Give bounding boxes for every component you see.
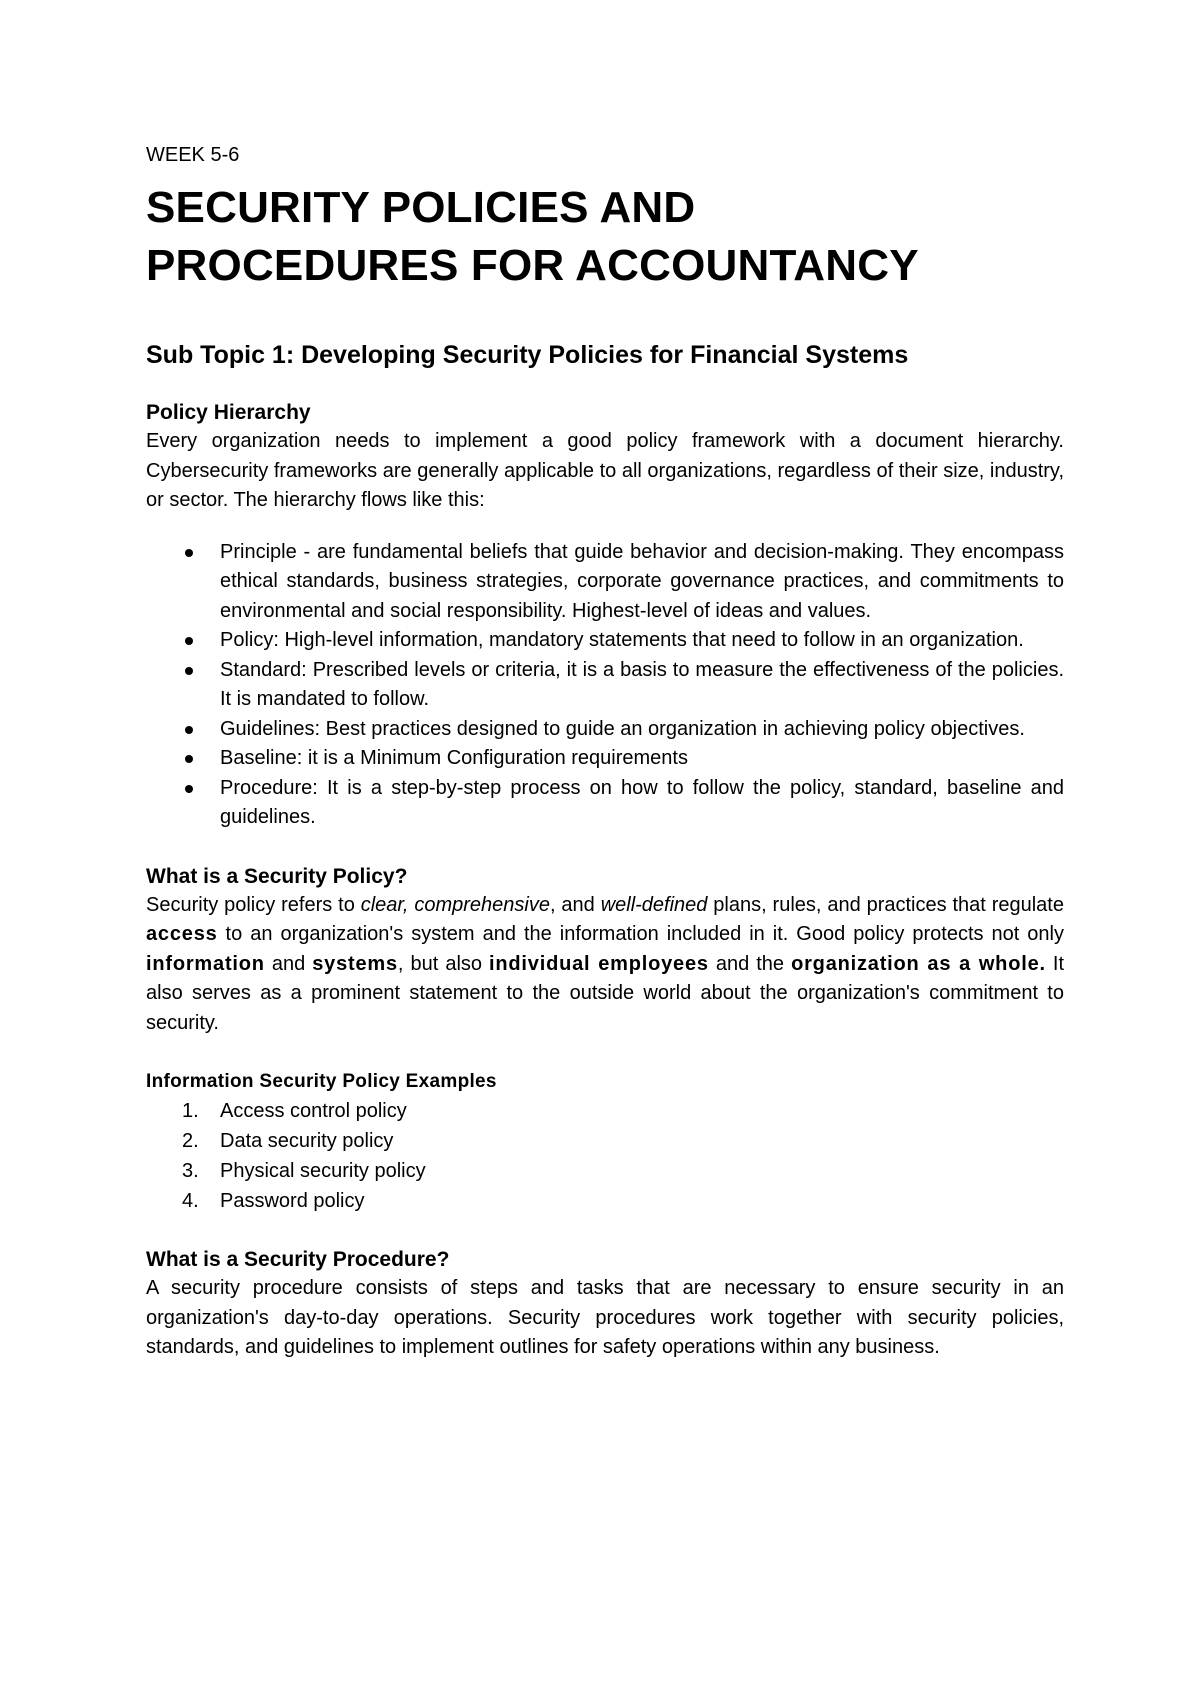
policy-hierarchy-section — [146, 399, 1064, 833]
list-item: Policy: High-level information, mandatory statements that need to follow in an organization. — [146, 626, 1064, 656]
list-item: 3. Physical security policy — [182, 1160, 426, 1182]
policy-examples-list — [146, 1096, 1064, 1216]
security-policy-body: Security policy refers to clear, comprehensive, and well-defined plans, rules, and practices that regulate access to an organization's system and the information included in it. Good policy protects not only information and systems, but also individual employees and the organization as a whole. It also serves as a prominent statement to the outside world about the organization's commitment to security. — [146, 893, 1065, 1034]
bullet-icon — [185, 785, 193, 793]
security-procedure-body: A security procedure consists of steps and tasks that are necessary to ensure security in an organization's day-to-day operations. Security procedures work together with security policies, standards, and guidelines to implement outlines for safety operations within any business. — [146, 1277, 1064, 1358]
week-label: WEEK 5-6 — [146, 144, 240, 166]
bullet-icon — [185, 667, 193, 675]
subtopic-heading: Sub Topic 1: Developing Security Policies for Financial Systems — [146, 341, 909, 369]
list-item: Baseline: it is a Minimum Configuration requirements — [146, 744, 1064, 774]
policy-hierarchy-intro: Every organization needs to implement a good policy framework with a document hierarchy. Cybersecurity frameworks are generally applicable to all organizations, regardless of their size, industry, or sector. The hierarchy flows like this: — [146, 430, 1064, 511]
list-item: Standard: Prescribed levels or criteria, it is a basis to measure the effectiveness of the policies. It is mandated to follow. — [146, 656, 1064, 715]
list-item: 2. Data security policy — [182, 1130, 394, 1152]
page-title — [146, 179, 1064, 295]
bullet-icon — [185, 549, 193, 557]
policy-examples-section — [146, 1068, 1064, 1216]
bullet-icon — [185, 637, 193, 645]
bullet-icon — [185, 755, 193, 763]
list-item: 1. Access control policy — [182, 1100, 407, 1122]
list-item: Procedure: It is a step-by-step process on how to follow the policy, standard, baseline and guidelines. — [146, 774, 1064, 833]
bullet-icon — [185, 726, 193, 734]
policy-examples-heading: Information Security Policy Examples — [146, 1071, 497, 1092]
title-line-1: SECURITY POLICIES AND — [146, 183, 696, 232]
list-item: 4. Password policy — [182, 1190, 365, 1212]
list-item: Guidelines: Best practices designed to guide an organization in achieving policy objectives. — [146, 715, 1064, 745]
security-policy-section — [146, 863, 1064, 1039]
list-item: Principle - are fundamental beliefs that guide behavior and decision-making. They encompass ethical standards, business strategies, corporate governance practices, and commitments to environmental and social responsibility. Highest-level of ideas and values. — [146, 538, 1064, 627]
policy-hierarchy-heading: Policy Hierarchy — [146, 401, 311, 424]
security-policy-heading: What is a Security Policy? — [146, 864, 408, 888]
security-procedure-heading: What is a Security Procedure? — [146, 1248, 450, 1271]
hierarchy-list — [146, 538, 1064, 833]
security-procedure-section — [146, 1246, 1064, 1363]
title-line-2: PROCEDURES FOR ACCOUNTANCY — [146, 241, 919, 290]
